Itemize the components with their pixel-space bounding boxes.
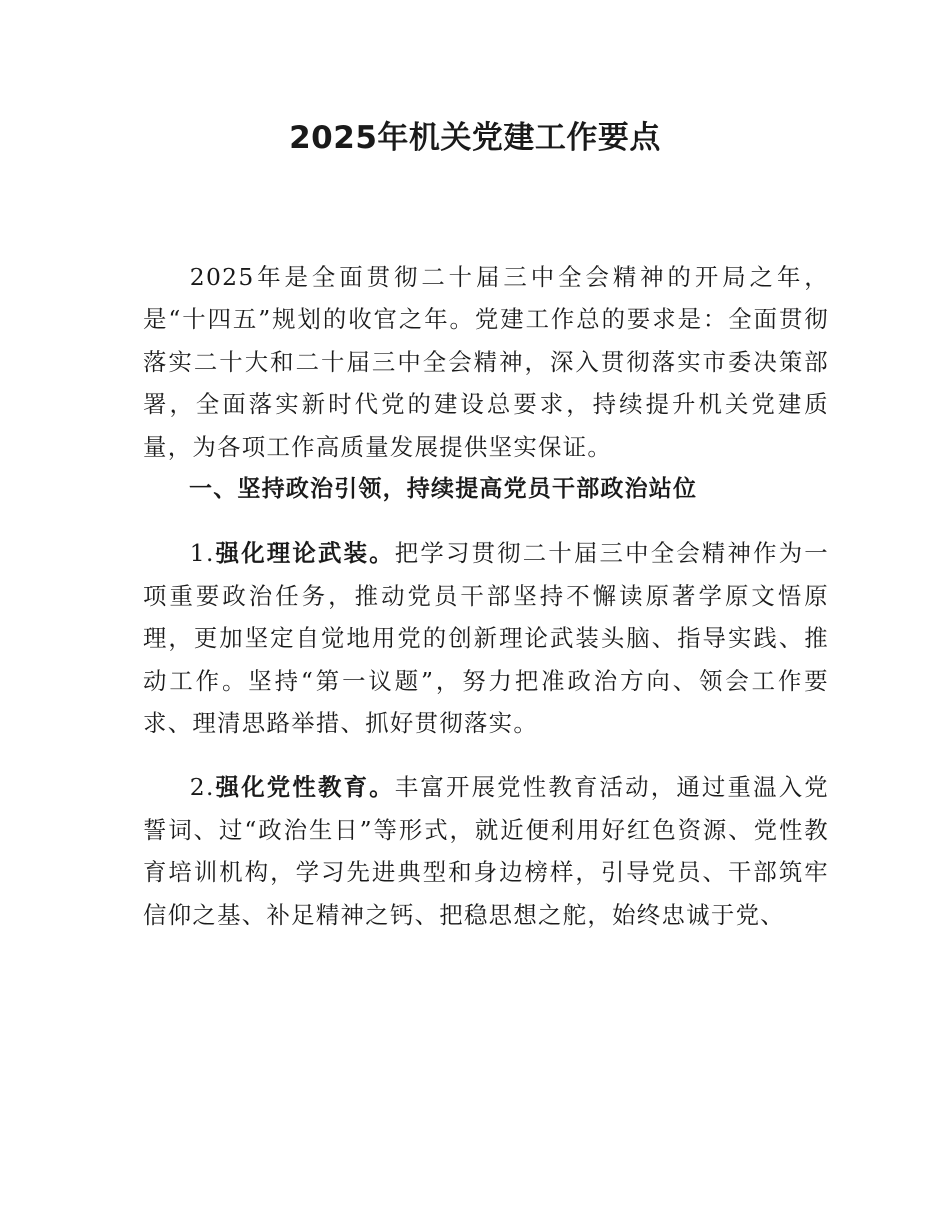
item-lead: 强化理论武装。 — [214, 539, 395, 568]
list-item — [143, 766, 829, 936]
document-title: 2025年机关党建工作要点 — [289, 120, 661, 156]
item-number: 1. — [189, 539, 215, 568]
item-text: 丰富开展党性教育活动，通过重温入党誓词、过“政治生日”等形式，就近便利用好红色资源、党性教育培训机构，学习先进典型和身边榜样，引导党员、干部筑牢信仰之基、补足精神之钙、把稳思想之舵，始终忠诚于党、 — [143, 773, 829, 929]
intro-paragraph: 2025年是全面贯彻二十届三中全会精神的开局之年，是“十四五”规划的收官之年。党建工作总的要求是：全面贯彻落实二十大和二十届三中全会精神，深入贯彻落实市委决策部署，全面落实新时代党的建设总要求，持续提升机关党建质量，为各项工作高质量发展提供坚实保证。 — [143, 263, 829, 461]
section-heading: 一、坚持政治引领，持续提高党员干部政治站位 — [189, 476, 698, 503]
document-body — [143, 256, 829, 936]
item-text: 把学习贯彻二十届三中全会精神作为一项重要政治任务，推动党员干部坚持不懈读原著学原文悟原理，更加坚定自觉地用党的创新理论武装头脑、指导实践、推动工作。坚持“第一议题”，努力把准政治方向、领会工作要求、理清思路举措、抓好贯彻落实。 — [143, 539, 829, 738]
item-number: 2. — [189, 773, 215, 802]
item-lead: 强化党性教育。 — [214, 773, 395, 802]
list-item — [143, 532, 829, 744]
